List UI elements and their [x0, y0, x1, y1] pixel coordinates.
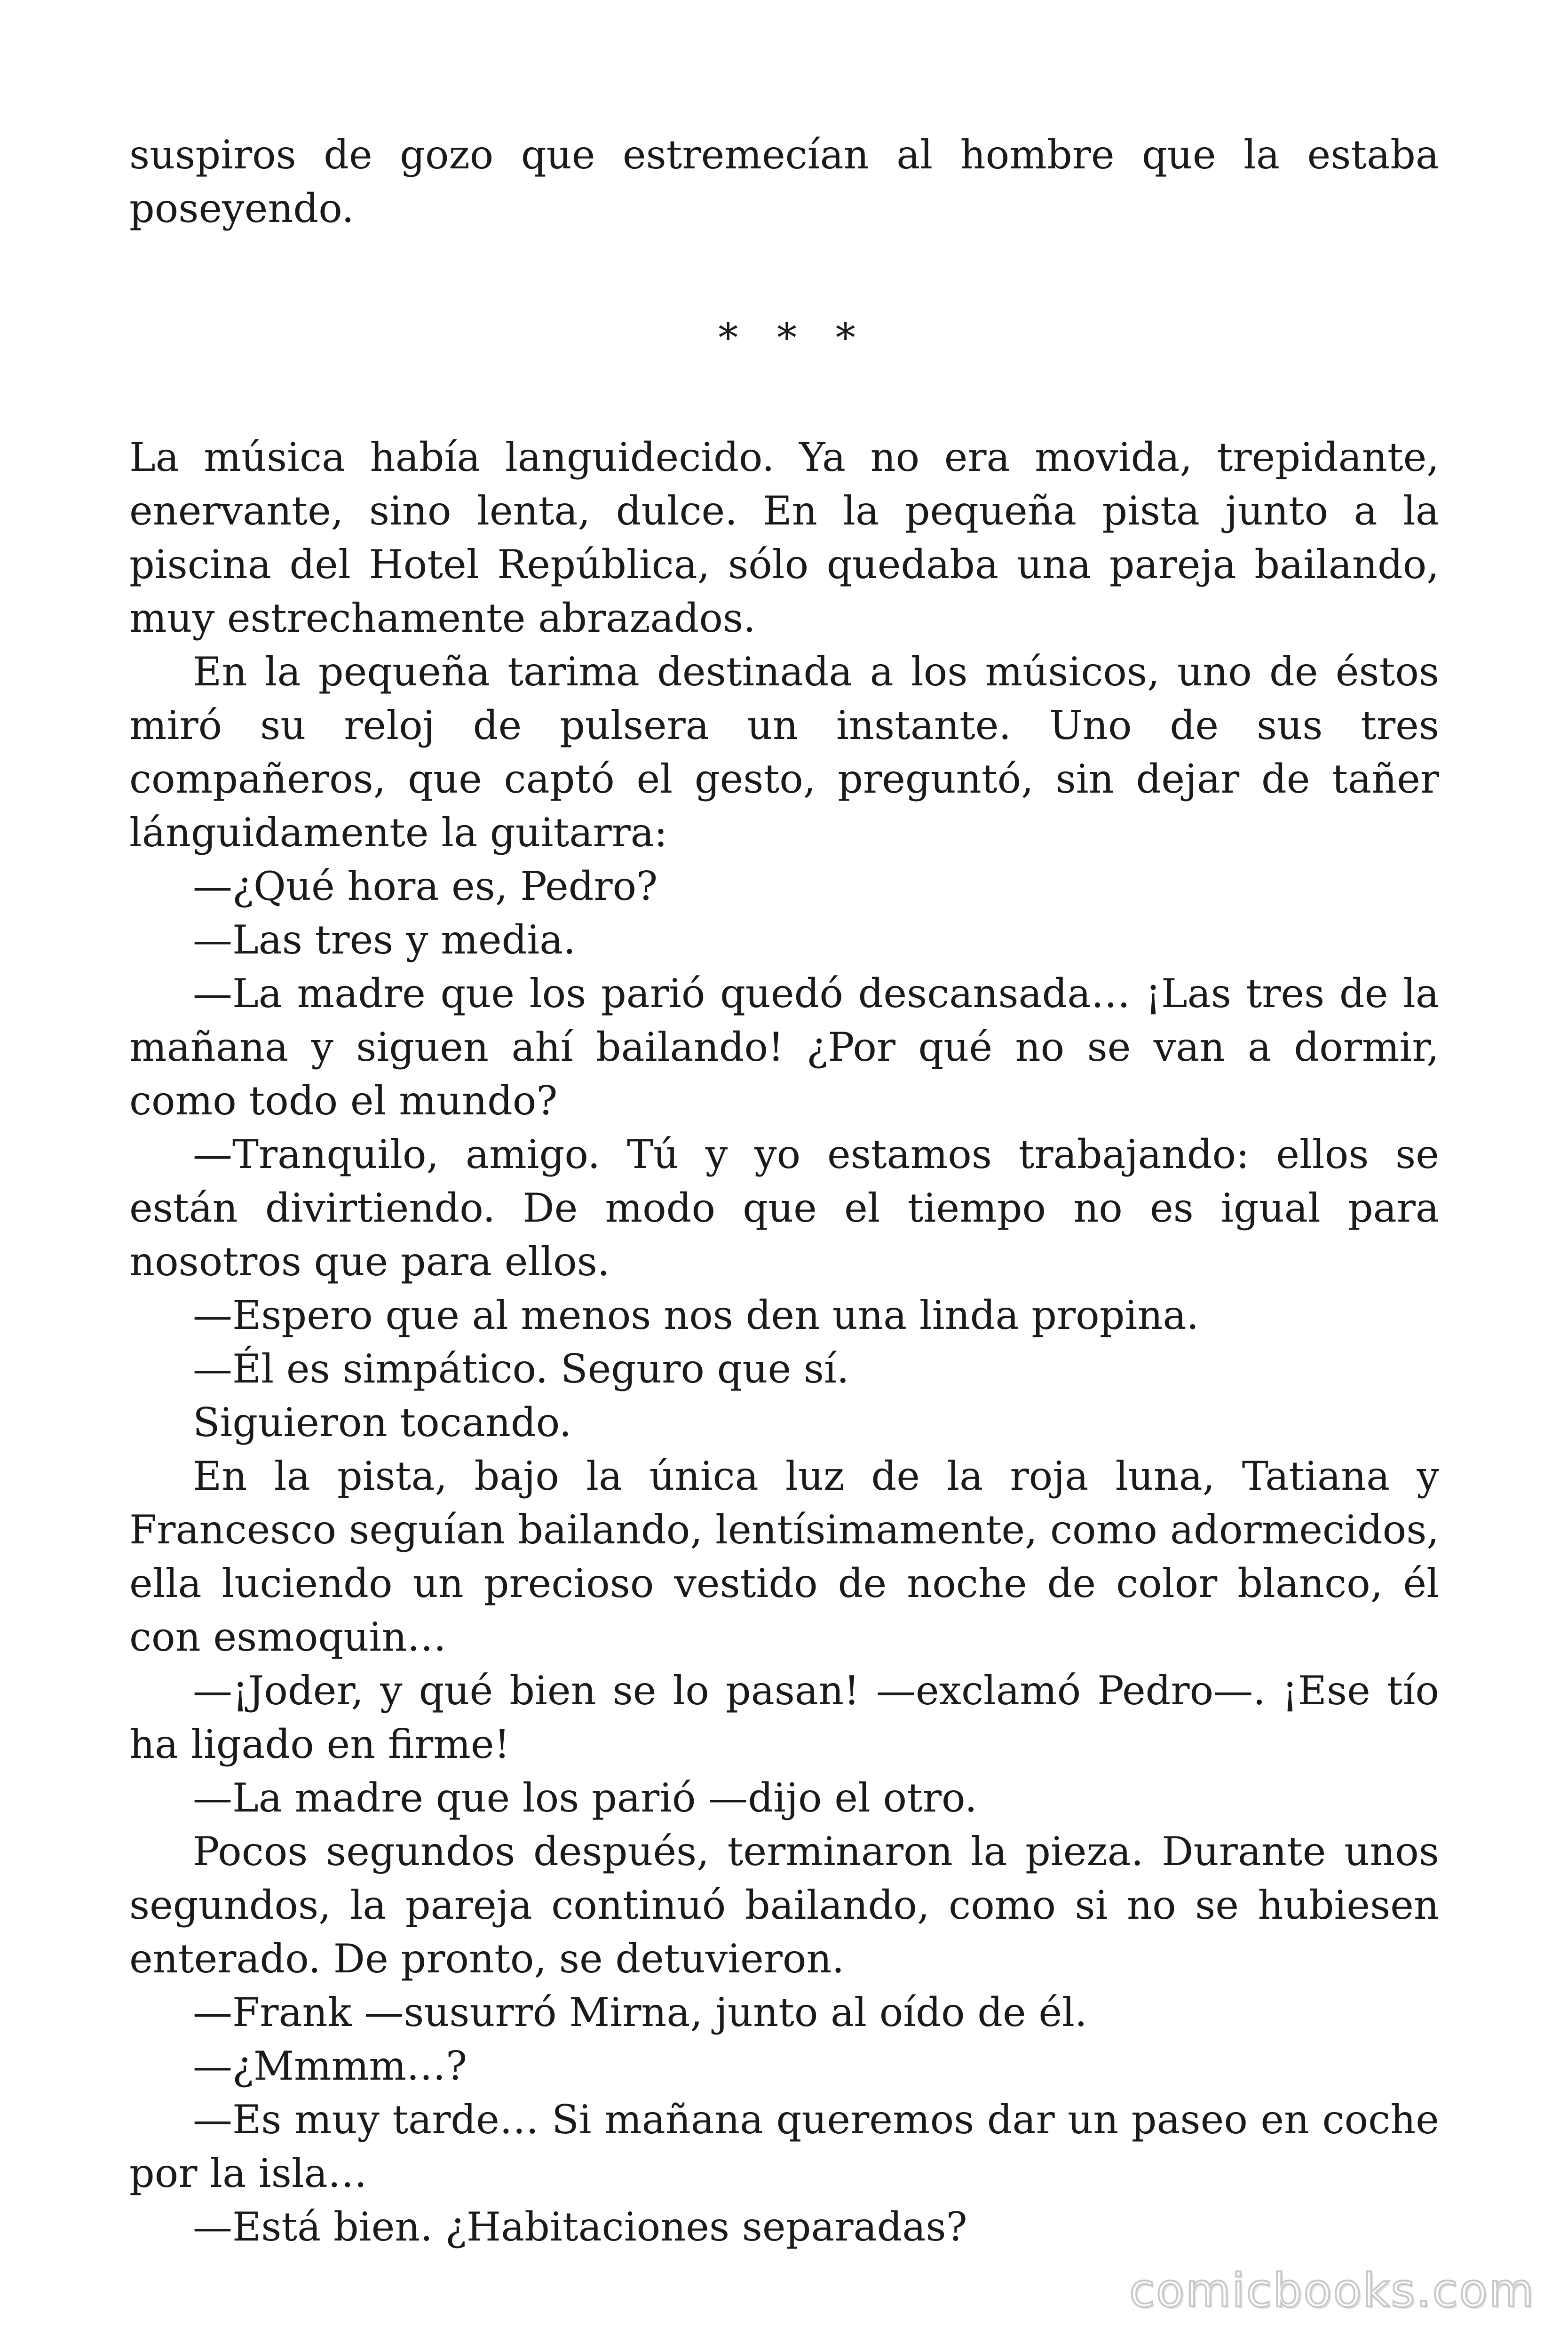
body-paragraph: —¿Mmmm…?: [193, 2043, 467, 2089]
body-paragraph: —¡Joder, y qué bien se lo pasan! —exclamó Pedro—. ¡Ese tío ha ligado en firme!: [129, 1668, 1439, 1767]
body-paragraph: En la pista, bajo la única luz de la roja luna, Tatiana y Francesco seguían bailando, lentísimamente, como adormecidos, ella luciendo un precioso vestido de noche de color blanco, él con esmoquin…: [129, 1453, 1439, 1660]
main-text-block: [129, 430, 1439, 2254]
body-paragraph: —¿Qué hora es, Pedro?: [193, 863, 658, 909]
watermark-logo: comicbooks.com: [1129, 2264, 1535, 2318]
top-paragraph: suspiros de gozo que estremecían al hombre que la estaba poseyendo.: [129, 132, 1439, 231]
section-separator: * * *: [718, 315, 869, 361]
body-paragraph: —La madre que los parió quedó descansada… ¡Las tres de la mañana y siguen ahí bailando! ¿Por qué no se van a dormir, como todo el mundo?: [129, 970, 1439, 1124]
body-paragraph: En la pequeña tarima destinada a los músicos, uno de éstos miró su reloj de pulsera un instante. Uno de sus tres compañeros, que captó el gesto, preguntó, sin dejar de tañer lánguidamente la guitarra:: [129, 649, 1439, 856]
body-paragraph: —La madre que los parió —dijo el otro.: [193, 1775, 977, 1821]
top-text-block: [129, 128, 1439, 235]
body-paragraph: Siguieron tocando.: [193, 1399, 572, 1446]
body-paragraph: La música había languidecido. Ya no era movida, trepidante, enervante, sino lenta, dulce. En la pequeña pista junto a la piscina del Hotel República, sólo quedaba una pareja bailando, muy estrechamente abrazados.: [129, 434, 1439, 641]
body-paragraph: —Está bien. ¿Habitaciones separadas?: [193, 2204, 967, 2250]
body-paragraph: —Él es simpático. Seguro que sí.: [193, 1346, 849, 1392]
body-paragraph: —Frank —susurró Mirna, junto al oído de él.: [193, 1989, 1087, 2035]
body-paragraph: —Es muy tarde… Si mañana queremos dar un paseo en coche por la isla…: [129, 2097, 1439, 2196]
body-paragraph: —Espero que al menos nos den una linda propina.: [193, 1292, 1199, 1338]
body-paragraph: —Tranquilo, amigo. Tú y yo estamos trabajando: ellos se están divirtiendo. De modo que el tiempo no es igual para nosotros que para ellos.: [129, 1131, 1439, 1285]
body-paragraph: —Las tres y media.: [193, 917, 576, 963]
body-paragraph: Pocos segundos después, terminaron la pieza. Durante unos segundos, la pareja continuó bailando, como si no se hubiesen enterado. De pronto, se detuvieron.: [129, 1828, 1439, 1982]
